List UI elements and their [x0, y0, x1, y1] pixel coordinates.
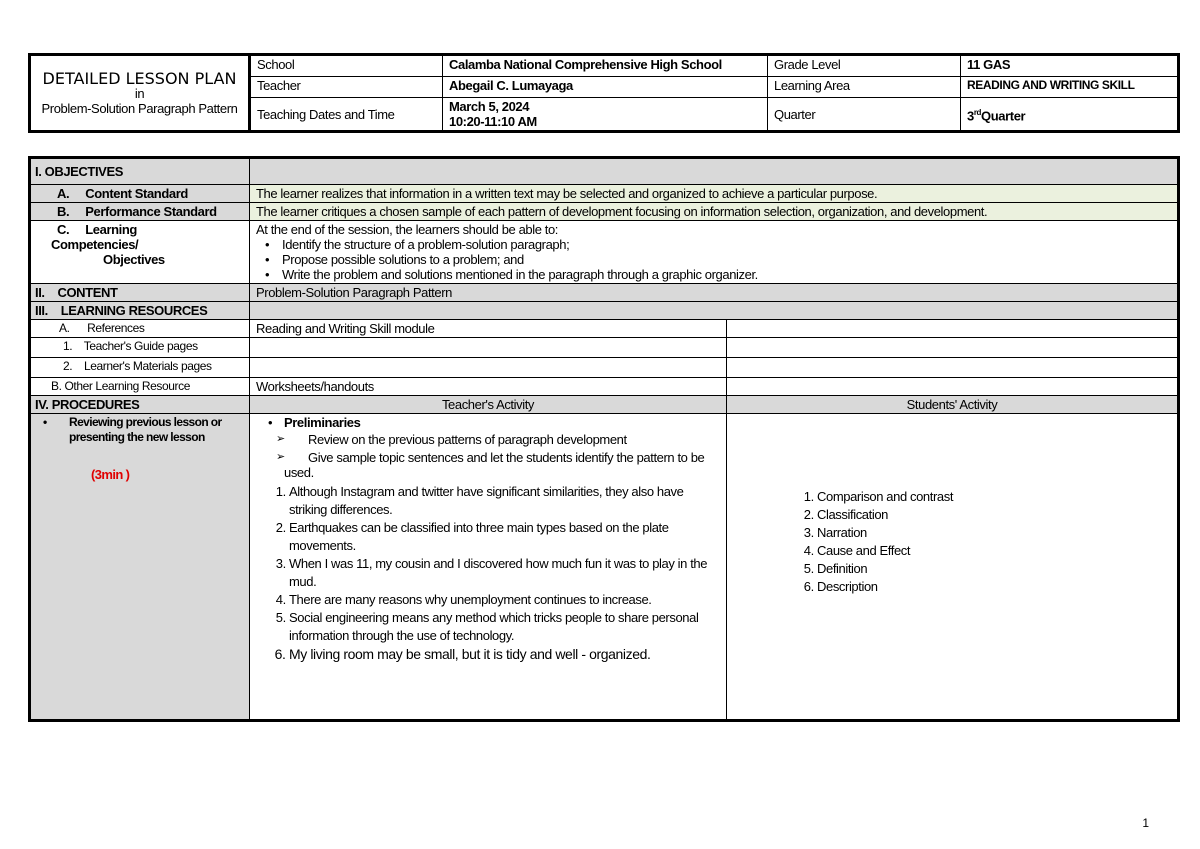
arrow-icon: ➢	[276, 433, 285, 445]
answer-item: 6. Description	[817, 578, 1171, 596]
quarter-sup: rd	[973, 107, 982, 117]
dates-label: Teaching Dates and Time	[250, 98, 443, 132]
answer-item: 1. Comparison and contrast	[817, 488, 1171, 506]
sentence-item: 5. Social engineering means any method which tricks people to share personal information through the use of technology.	[289, 609, 720, 645]
school-label: School	[250, 55, 443, 77]
learners-materials-label: 2. Learner's Materials pages	[30, 358, 250, 378]
teacher-value: Abegail C. Lumayaga	[443, 77, 768, 98]
other-resource-extra	[727, 378, 1179, 396]
arrow-item-text: Give sample topic sentences and let the students identify the pattern to be used.	[284, 450, 705, 480]
teacher-activity-header: Teacher's Activity	[250, 396, 727, 414]
student-activity-cell	[727, 414, 1179, 721]
content-standard-value: The learner realizes that information in a written text may be selected and organized to achieve a particular purpose.	[250, 185, 1179, 203]
arrow-icon: ➢	[276, 451, 285, 463]
prelim-bullet: •	[268, 415, 273, 430]
references-value: Reading and Writing Skill module	[250, 320, 727, 338]
references-label: A. References	[30, 320, 250, 338]
competencies-intro: At the end of the session, the learners should be able to:	[256, 222, 559, 237]
preliminaries	[256, 415, 720, 430]
objectives-heading: I. OBJECTIVES	[30, 158, 250, 185]
arrow-item	[256, 450, 720, 480]
answer-list	[733, 488, 1171, 596]
lesson-plan-header	[28, 53, 1180, 133]
title-topic: Problem-Solution Paragraph Pattern	[41, 100, 238, 116]
quarter-value	[961, 98, 1179, 132]
step-label-text: Reviewing previous lesson or presenting the new lesson	[69, 415, 222, 444]
grade-value: 11 GAS	[961, 55, 1179, 77]
other-resource-label: B. Other Learning Resource	[30, 378, 250, 396]
procedures-heading: IV. PROCEDURES	[30, 396, 250, 414]
teachers-guide-value	[250, 338, 727, 358]
area-label: Learning Area	[768, 77, 961, 98]
performance-standard-value: The learner critiques a chosen sample of each pattern of development focusing on information selection, organization, and development.	[250, 203, 1179, 221]
sentence-list	[256, 483, 720, 663]
sentence-item: 3. When I was 11, my cousin and I discovered how much fun it was to play in the mud.	[289, 555, 720, 591]
teachers-guide-extra	[727, 338, 1179, 358]
student-activity-header: Students' Activity	[727, 396, 1179, 414]
arrow-item-text: Review on the previous patterns of paragraph development	[308, 432, 627, 447]
arrow-item	[256, 432, 720, 447]
other-resource-value: Worksheets/handouts	[250, 378, 727, 396]
dates-time: 10:20-11:10 AM	[449, 114, 537, 129]
quarter-label: Quarter	[768, 98, 961, 132]
competency-item: • Propose possible solutions to a problem; and	[282, 252, 1171, 267]
content-heading: II. CONTENT	[30, 284, 250, 302]
resources-heading-fill	[250, 302, 1179, 320]
area-value: READING AND WRITING SKILL	[961, 77, 1179, 98]
competencies-label-2: Competencies/	[51, 237, 139, 252]
step-label	[37, 415, 243, 445]
answer-item: 4. Cause and Effect	[817, 542, 1171, 560]
dates-date: March 5, 2024	[449, 99, 530, 114]
competencies-value	[250, 221, 1179, 284]
resources-heading: III. LEARNING RESOURCES	[30, 302, 250, 320]
step-bullet: •	[43, 415, 47, 429]
objectives-heading-fill	[250, 158, 1179, 185]
grade-label: Grade Level	[768, 55, 961, 77]
quarter-num: 3	[967, 108, 974, 124]
sentence-item: 4. There are many reasons why unemployment continues to increase.	[289, 591, 720, 609]
competency-item: • Write the problem and solutions mentioned in the paragraph through a graphic organizer.	[282, 267, 1171, 282]
answer-item: 3. Narration	[817, 524, 1171, 542]
school-value: Calamba National Comprehensive High School	[443, 55, 768, 77]
sentence-item: 6. My living room may be small, but it is tidy and well - organized.	[289, 645, 720, 663]
sentence-item: 2. Earthquakes can be classified into three main types based on the plate movements.	[289, 519, 720, 555]
answer-item: 5. Definition	[817, 560, 1171, 578]
document-title: DETAILED LESSON PLAN	[42, 68, 237, 88]
teachers-guide-label: 1. Teacher's Guide pages	[30, 338, 250, 358]
competency-item: • Identify the structure of a problem-solution paragraph;	[282, 237, 1171, 252]
answer-item: 2. Classification	[817, 506, 1171, 524]
references-extra	[727, 320, 1179, 338]
step-cell	[30, 414, 250, 721]
lesson-plan-body	[28, 156, 1180, 722]
step-time: (3min )	[91, 467, 130, 482]
competencies-label-3: Objectives	[103, 252, 165, 267]
learners-materials-value	[250, 358, 727, 378]
competencies-label-1: C. Learning	[57, 222, 137, 237]
title-in: in	[134, 85, 145, 101]
prelim-title: Preliminaries	[284, 415, 361, 430]
competencies-label	[30, 221, 250, 284]
quarter-word: Quarter	[981, 108, 1026, 124]
content-value: Problem-Solution Paragraph Pattern	[250, 284, 1179, 302]
performance-standard-label: B. Performance Standard	[30, 203, 250, 221]
learners-materials-extra	[727, 358, 1179, 378]
content-standard-label: A. Content Standard	[30, 185, 250, 203]
teacher-label: Teacher	[250, 77, 443, 98]
competencies-list	[256, 237, 1171, 282]
title-block	[30, 55, 250, 132]
dates-value	[443, 98, 768, 132]
page-number: 1	[1142, 816, 1149, 830]
teacher-activity-cell	[250, 414, 727, 721]
sentence-item: 1. Although Instagram and twitter have significant similarities, they also have striking differences.	[289, 483, 720, 519]
